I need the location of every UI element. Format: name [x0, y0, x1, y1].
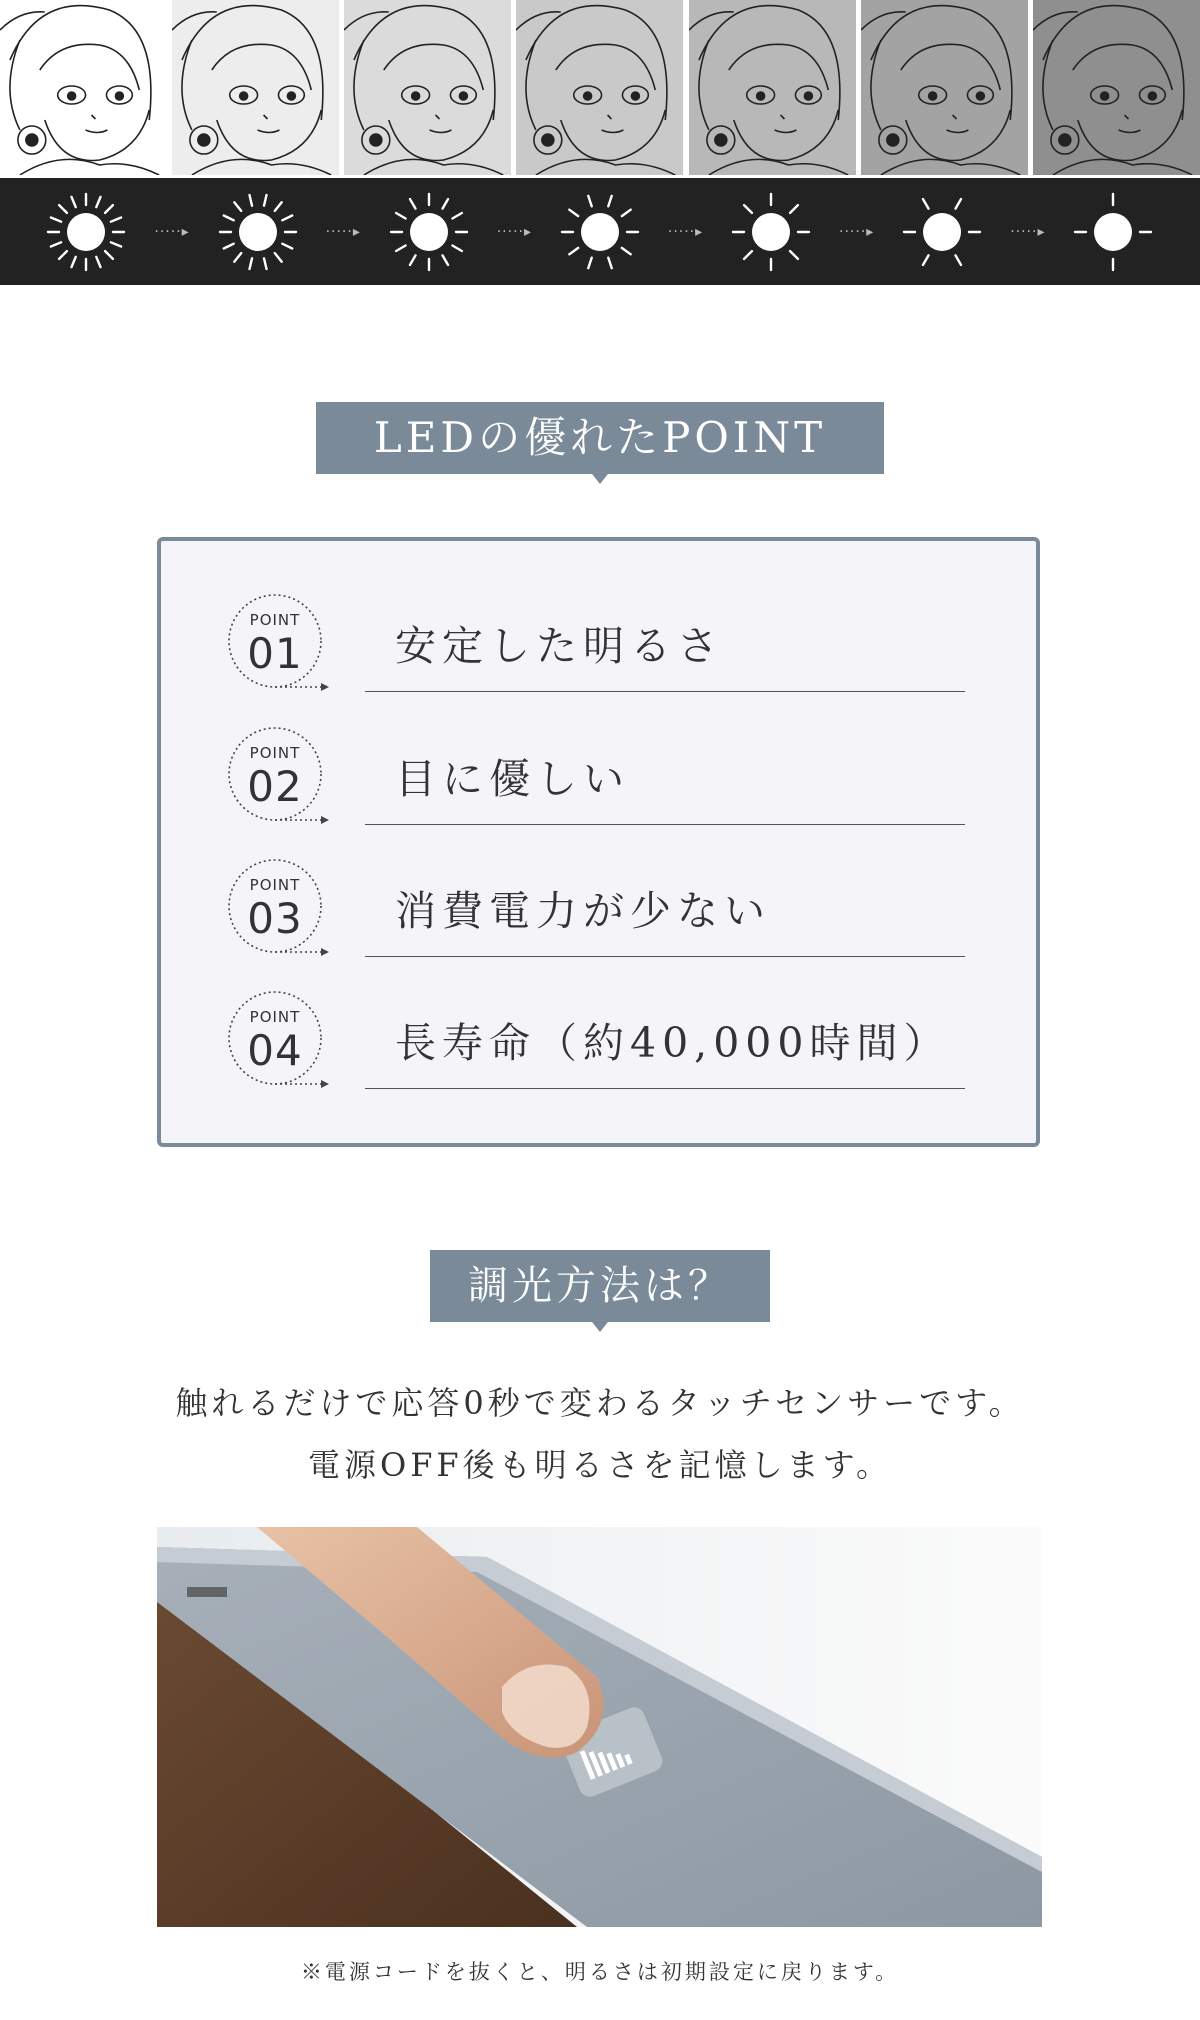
point-badge	[225, 724, 333, 832]
description-line-2: 電源OFF後も明るさを記憶します。	[307, 1446, 893, 1484]
arrow-dots-icon: ·····▸	[154, 223, 190, 240]
point-number: 03	[247, 894, 303, 943]
description-line-1: 触れるだけで応答0秒で変わるタッチセンサーです。	[175, 1384, 1025, 1422]
sun-brightness-icon-4	[555, 187, 645, 277]
point-item-04	[225, 988, 965, 1098]
point-label: POINT	[249, 1008, 301, 1026]
section-heading-dimming-method: 調光方法は？	[430, 1250, 770, 1322]
point-label: POINT	[249, 744, 301, 762]
sun-brightness-icon-7	[1068, 187, 1158, 277]
point-item-03	[225, 856, 965, 966]
point-number: 02	[247, 762, 303, 811]
brightness-sample-2	[172, 0, 339, 175]
led-points-box	[157, 537, 1040, 1147]
illustration-image	[1033, 0, 1200, 175]
divider	[365, 691, 965, 692]
point-text: 目に優しい	[395, 755, 630, 803]
touch-sensor-photo	[157, 1527, 1042, 1927]
divider	[365, 1088, 965, 1089]
illustration-image	[344, 0, 511, 175]
arrow-dots-icon: ·····▸	[1010, 223, 1046, 240]
illustration-image	[861, 0, 1028, 175]
illustration-image	[0, 0, 167, 175]
sun-brightness-icon-3	[384, 187, 474, 277]
point-text: 長寿命（約40,000時間）	[395, 1019, 951, 1067]
sun-brightness-icon-1	[41, 187, 131, 277]
brightness-sample-6	[861, 0, 1028, 175]
section-heading-led-points: LEDの優れたPOINT	[316, 402, 884, 474]
brightness-level-bar	[0, 178, 1200, 285]
point-number: 01	[247, 629, 303, 678]
arrow-dots-icon: ·····▸	[667, 223, 704, 240]
point-number: 04	[247, 1026, 303, 1075]
sun-brightness-icon-6	[897, 187, 987, 277]
point-text: 消費電力が少ない	[395, 887, 771, 935]
point-item-02	[225, 724, 965, 834]
brightness-sample-1	[0, 0, 167, 175]
sun-brightness-icon-5	[726, 187, 816, 277]
brightness-sample-5	[689, 0, 856, 175]
point-text: 安定した明るさ	[395, 622, 724, 670]
point-label: POINT	[249, 876, 301, 894]
arrow-dots-icon: ·····▸	[325, 223, 361, 240]
brightness-sample-3	[344, 0, 511, 175]
divider	[365, 824, 965, 825]
brightness-sample-4	[516, 0, 683, 175]
footnote: ※電源コードを抜くと、明るさは初期設定に戻ります。	[300, 1960, 900, 1984]
point-item-01	[225, 591, 965, 701]
point-badge	[225, 856, 333, 964]
sun-brightness-icon-2	[213, 187, 303, 277]
finger-touching-sensor-image	[157, 1527, 1042, 1927]
brightness-sample-7	[1033, 0, 1200, 175]
arrow-dots-icon: ·····▸	[839, 223, 875, 240]
illustration-image	[689, 0, 856, 175]
point-badge	[225, 988, 333, 1096]
illustration-image	[172, 0, 339, 175]
arrow-dots-icon: ·····▸	[496, 223, 532, 240]
divider	[365, 956, 965, 957]
brightness-sample-strip	[0, 0, 1200, 175]
illustration-image	[516, 0, 683, 175]
point-label: POINT	[249, 611, 301, 629]
point-badge	[225, 591, 333, 699]
